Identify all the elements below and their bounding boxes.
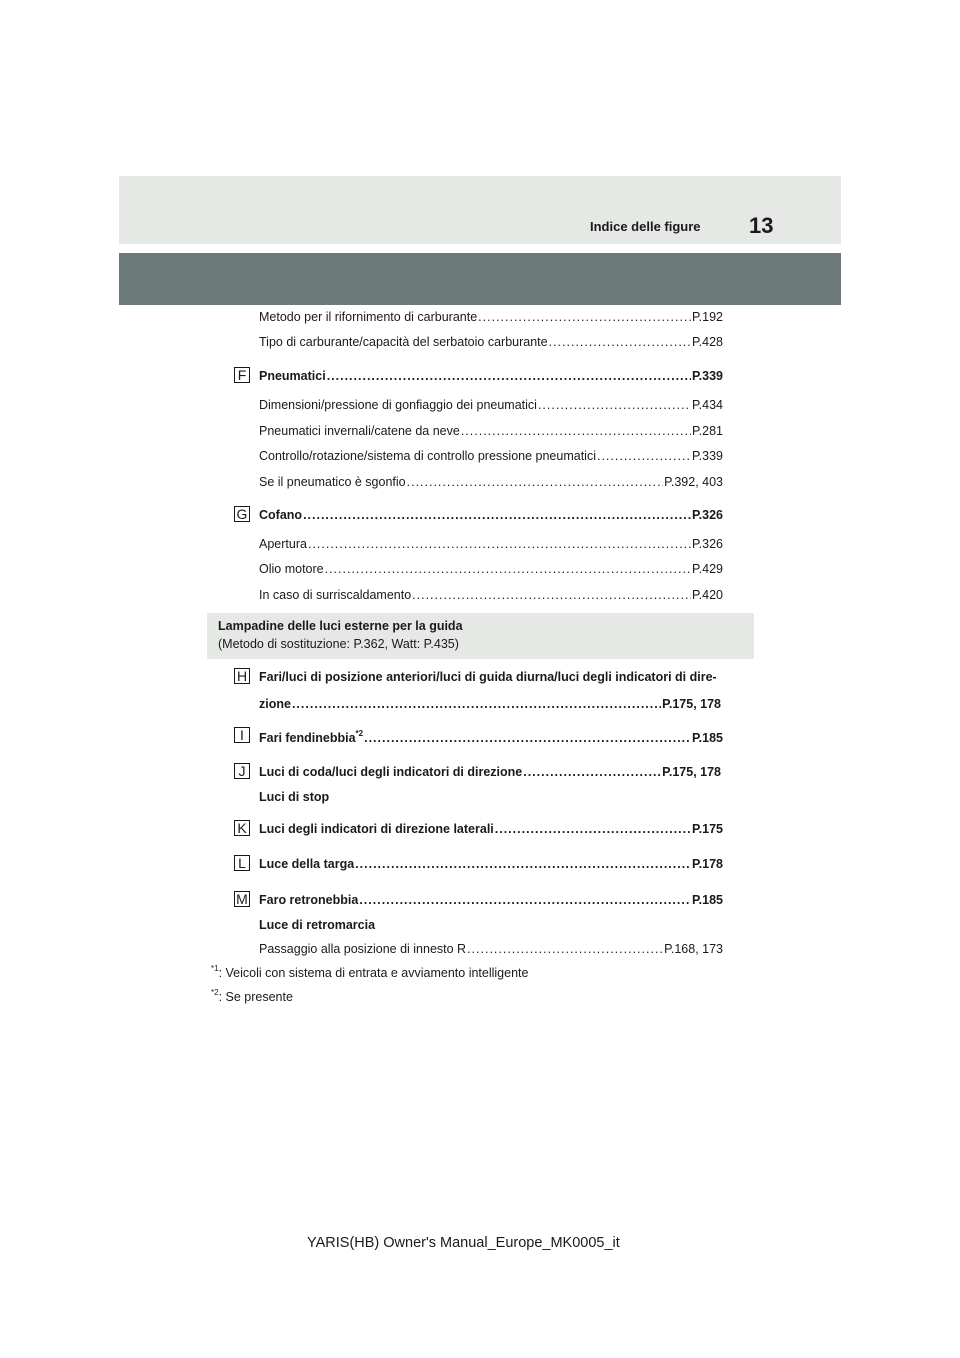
index-entry-main: Faro retronebbia ..... P.185: [259, 893, 723, 909]
footnote-1: $^{*1}$: Veicoli con sistema di entrata e avviamento intelligente: [211, 964, 529, 980]
index-entry: Pneumatici invernali/catene da neve ..... P.281: [259, 424, 723, 440]
index-entry-main: Fari fendinebbia$^{*2}$ ..... P.185: [259, 729, 723, 745]
callout-letter-l: L: [234, 855, 250, 871]
callout-letter-f: F: [234, 367, 250, 383]
page-number: 13: [749, 213, 774, 238]
index-entry: Olio motore ..... P.429: [259, 562, 723, 578]
callout-letter-k: K: [234, 820, 250, 836]
header-band: [119, 176, 841, 244]
callout-letter-m: M: [234, 891, 250, 907]
index-entry-main: Luce della targa ..... P.178: [259, 857, 723, 873]
callout-letter-i: I: [234, 727, 250, 743]
index-entry: Se il pneumatico è sgonfio ..... P.392, 403: [259, 475, 723, 491]
document-footer: YARIS(HB) Owner's Manual_Europe_MK0005_it: [307, 1235, 620, 1251]
index-entry-main: Luce di retromarcia: [259, 918, 376, 932]
section-title: Indice delle figure: [590, 219, 701, 234]
index-entry: Tipo di carburante/capacità del serbatoio carburante ..... P.428: [259, 335, 723, 351]
index-entry-main: Luci di stop: [259, 790, 330, 804]
footnote-2: $^{*2}$: Se presente: [211, 988, 293, 1004]
bulbs-box-subtitle: (Metodo di sostituzione: P.362, Watt: P.435): [218, 637, 459, 651]
header-dark-band: [119, 253, 841, 305]
bulbs-box-title: Lampadine delle luci esterne per la guida: [218, 619, 463, 633]
index-entry-main: Luci di coda/luci degli indicatori di direzione ..... P.175, 178: [259, 765, 721, 781]
index-entry-main: Luci degli indicatori di direzione laterali ..... P.175: [259, 822, 723, 838]
index-entry: Apertura ..... P.326: [259, 537, 723, 553]
index-entry-main-line1: Fari/luci di posizione anteriori/luci di guida diurna/luci degli indicatori di dire-: [259, 670, 717, 684]
index-entry: Passaggio alla posizione di innesto R ..... P.168, 173: [259, 942, 723, 958]
index-entry: Dimensioni/pressione di gonfiaggio dei pneumatici ..... P.434: [259, 398, 723, 414]
index-entry: Controllo/rotazione/sistema di controllo pressione pneumatici ..... P.339: [259, 449, 723, 465]
index-entry-main: Pneumatici ..... P.339: [259, 369, 723, 385]
index-entry: Metodo per il rifornimento di carburante ..... P.192: [259, 310, 723, 326]
index-entry-main: zione ..... P.175, 178: [259, 697, 721, 713]
index-entry: In caso di surriscaldamento ..... P.420: [259, 588, 723, 604]
callout-letter-j: J: [234, 763, 250, 779]
callout-letter-g: G: [234, 506, 250, 522]
index-entry-main: Cofano ..... P.326: [259, 508, 723, 524]
callout-letter-h: H: [234, 668, 250, 684]
